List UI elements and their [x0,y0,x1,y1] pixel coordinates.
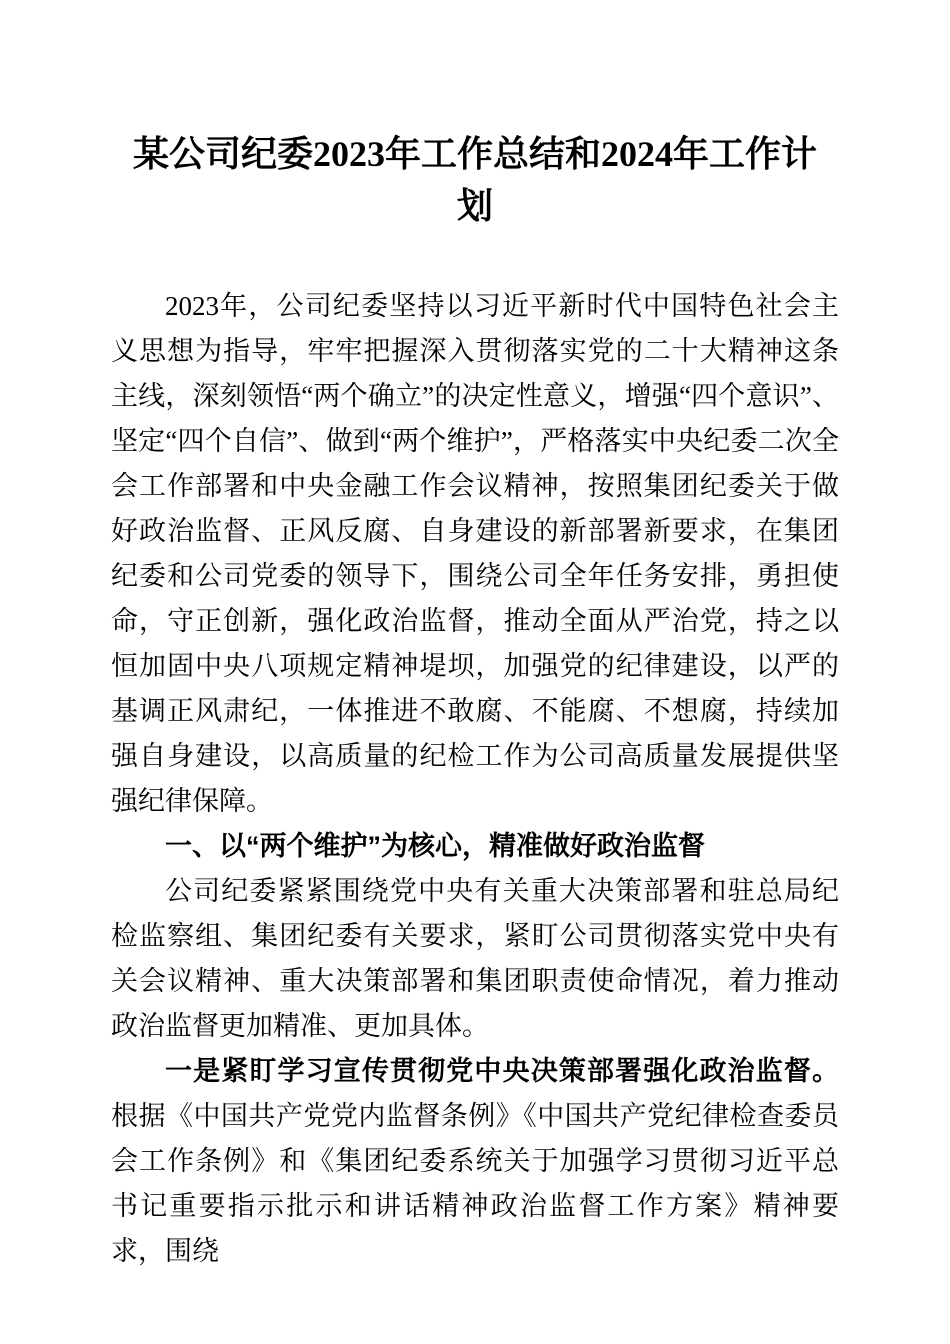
document-title [111,128,839,232]
paragraph-point-1 [111,1049,839,1274]
paragraph-intro: 2023年，公司纪委坚持以习近平新时代中国特色社会主义思想为指导，牢牢把握深入贯彻落实党的二十大精神这条主线，深刻领悟“两个确立”的决定性意义，增强“四个意识”、坚定“四个自信”、做到“两个维护”，严格落实中央纪委二次全会工作部署和中央金融工作会议精神，按照集团纪委关于做好政治监督、正风反腐、自身建设的新部署新要求，在集团纪委和公司党委的领导下，围绕公司全年任务安排，勇担使命，守正创新，强化政治监督，推动全面从严治党，持之以恒加固中央八项规定精神堤坝，加强党的纪律建设，以严的基调正风肃纪，一体推进不敢腐、不能腐、不想腐，持续加强自身建设，以高质量的纪检工作为公司高质量发展提供坚强纪律保障。 [111,291,839,816]
document-title-line-1: 某公司纪委2023年工作总结和2024年工作计 [132,134,817,174]
document-title-line-2: 划 [456,186,493,226]
paragraph-point-1-body: 根据《中国共产党党内监督条例》《中国共产党纪律检查委员会工作条例》和《集团纪委系统关于加强学习贯彻习近平总书记重要指示批示和讲话精神政治监督工作方案》精神要求，围绕 [111,1101,839,1266]
paragraph-section-1-overview: 公司纪委紧紧围绕党中央有关重大决策部署和驻总局纪检监察组、集团纪委有关要求，紧盯公司贯彻落实党中央有关会议精神、重大决策部署和集团职责使命情况，着力推动政治监督更加精准、更加具体。 [111,876,839,1041]
section-heading-1: 一、以“两个维护”为核心，精准做好政治监督 [165,831,705,861]
document-content [111,0,839,1274]
paragraph-point-1-lead: 一是紧盯学习宣传贯彻党中央决策部署强化政治监督。 [165,1056,839,1086]
